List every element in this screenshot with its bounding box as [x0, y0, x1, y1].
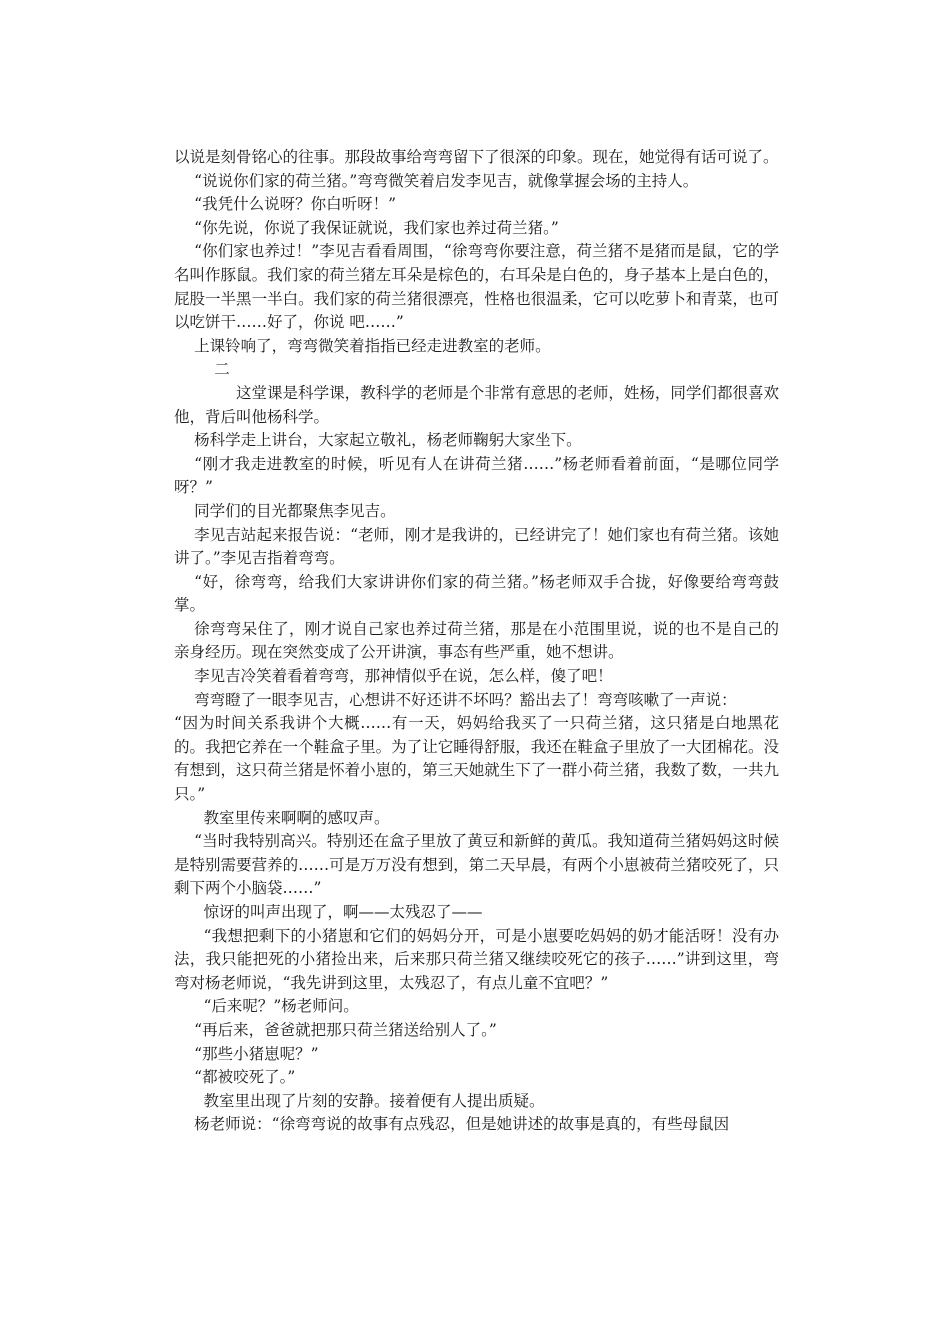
paragraph-4: “你先说，你说了我保证就说，我们家也养过荷兰猪。”: [194, 218, 559, 237]
paragraph-25: 教室里出现了片刻的安静。接着便有人提出质疑。: [203, 1091, 545, 1110]
paragraph-24: “都被咬死了。”: [194, 1068, 296, 1087]
paragraph-5: “你们家也养过！”李见吉看看周围，“徐弯弯你要注意，荷兰猪不是猪而是鼠，它的学名叫作豚鼠。我们家的荷兰猪左耳朵是棕色的，右耳朵是白色的，身子基本上是白色的，屁股一半黑一半白。我们家的荷兰猪很漂亮，性格也很温柔，它可以吃萝卜和青菜，也可以吃饼干……好了，你说 吧……”: [174, 242, 779, 332]
paragraph-14: 李见吉冷笑着看着弯弯，那神情似乎在说，怎么样，傻了吧！: [194, 667, 613, 686]
paragraph-3: “我凭什么说呀？你白听呀！”: [194, 195, 396, 214]
paragraph-21: “后来呢？”杨老师问。: [203, 997, 359, 1016]
paragraph-22: “再后来，爸爸就把那只荷兰猪送给别人了。”: [194, 1020, 497, 1039]
paragraph-9: “刚才我走进教室的时候，听见有人在讲荷兰猪……”杨老师看着前面，“是哪位同学呀？”: [174, 454, 779, 497]
paragraph-6: 上课铃响了，弯弯微笑着指指已经走进教室的老师。: [194, 336, 551, 355]
paragraph-18: “当时我特别高兴。特别还在盒子里放了黄豆和新鲜的黄瓜。我知道荷兰猪妈妈这时候是特别需要营养的……可是万万没有想到，第二天早晨，有两个小崽被荷兰猪咬死了，只剩下两个小脑袋……”: [174, 832, 779, 898]
paragraph-7: 这堂课是科学课，教科学的老师是个非常有意思的老师，姓杨，同学们都很喜欢他，背后叫他杨科学。: [174, 383, 779, 426]
paragraph-13: 徐弯弯呆住了，刚才说自己家也养过荷兰猪，那是在小范围里说，说的也不是自己的亲身经历。现在突然变成了公开讲演，事态有些严重，她不想讲。: [174, 619, 779, 662]
paragraph-11: 李见吉站起来报告说：“老师，刚才是我讲的，已经讲完了！她们家也有荷兰猪。该她讲了。”李见吉指着弯弯。: [174, 525, 779, 568]
paragraph-8: 杨科学走上讲台，大家起立敬礼，杨老师鞠躬大家坐下。: [194, 431, 582, 450]
paragraph-2: “说说你们家的荷兰猪。”弯弯微笑着启发李见吉，就像掌握会场的主持人。: [194, 171, 699, 190]
paragraph-12: “好，徐弯弯，给我们大家讲讲你们家的荷兰猪。”杨老师双手合拢，好像要给弯弯鼓掌。: [174, 572, 779, 615]
document-page: [174, 146, 779, 1137]
paragraph-23: “那些小猪崽呢？”: [194, 1044, 319, 1063]
section-heading-two: 二: [214, 360, 230, 379]
paragraph-15: 弯弯瞪了一眼李见吉，心想讲不好还讲不坏吗？豁出去了！弯弯咳嗽了一声说：: [194, 690, 737, 709]
paragraph-19: 惊讶的叫声出现了，啊——太残忍了——: [203, 903, 483, 921]
paragraph-1: 以说是刻骨铭心的往事。那段故事给弯弯留下了很深的印象。现在，她觉得有话可说了。: [174, 148, 779, 166]
paragraph-26: 杨老师说：“徐弯弯说的故事有点残忍，但是她讲述的故事是真的，有些母鼠因: [194, 1115, 730, 1134]
paragraph-10: 同学们的目光都聚焦李见吉。: [194, 501, 396, 520]
paragraph-17: 教室里传来啊啊的感叹声。: [203, 808, 390, 827]
paragraph-16: “因为时间关系我讲个大概……有一天，妈妈给我买了一只荷兰猪，这只猪是白地黑花的。我把它养在一个鞋盒子里。为了让它睡得舒服，我还在鞋盒子里放了一大团棉花。没有想到，这只荷兰猪是怀着小崽的，第三天她就生下了一群小荷兰猪，我数了数，一共九只。”: [174, 714, 779, 804]
paragraph-20: “我想把剩下的小猪崽和它们的妈妈分开，可是小崽要吃妈妈的奶才能活呀！没有办法，我只能把死的小猪捡出来，后来那只荷兰猪又继续咬死它的孩子……”讲到这里，弯弯对杨老师说，“我先讲到这里，太残忍了，有点儿童不宜吧？”: [174, 926, 779, 992]
